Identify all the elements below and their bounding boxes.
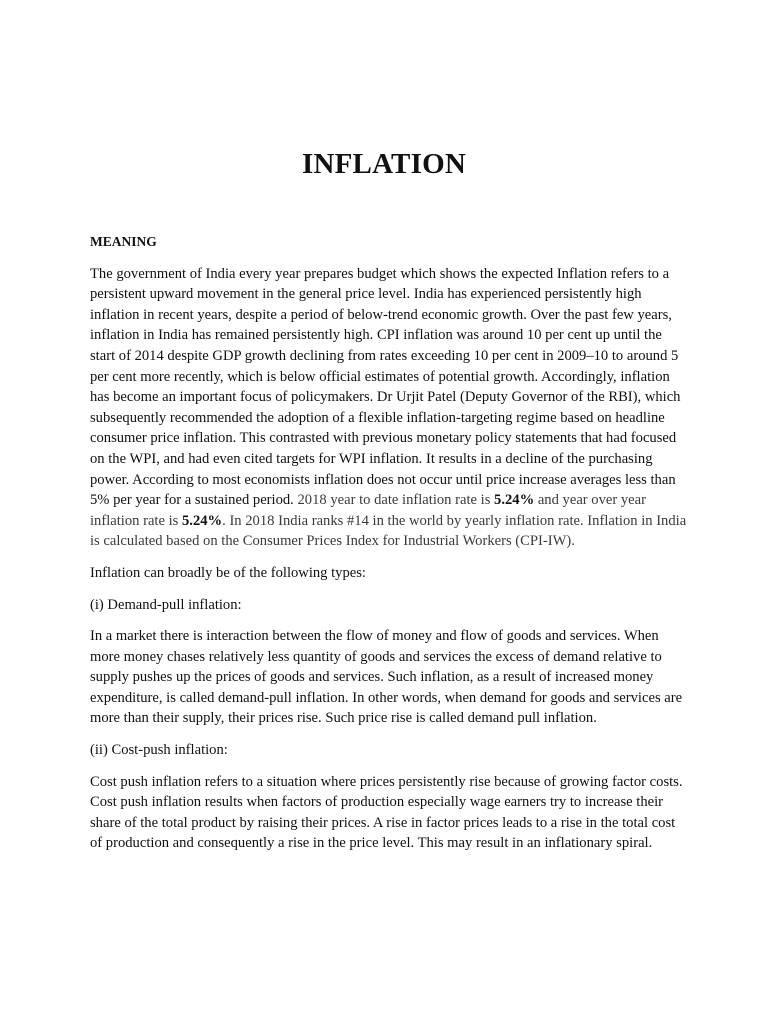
document-title: INFLATION	[301, 148, 466, 180]
meaning-paragraph	[90, 264, 688, 552]
inflation-stat-prefix: 2018 year to date inflation rate is	[293, 492, 495, 509]
demand-pull-paragraph: In a market there is interaction between the flow of money and flow of goods and services. When more money chases relatively less quantity of goods and services the excess of demand relative to supply pushes up the prices of goods and services. Such inflation, as a result of increased money expenditure, is called demand-pull inflation. In other words, when demand for goods and services are more than their supply, their prices rise. Such price rise is called demand pull inflation.	[90, 628, 683, 727]
section-heading-meaning: MEANING	[90, 234, 157, 249]
meaning-main-text: The government of India every year prepares budget which shows the expected Inflation refers to a persistent upward movement in the general price level. India has experienced persistently high inflation in recent years, despite a period of below-trend economic growth. Over the past few years, inflation in India has remained persistently high. CPI inflation was around 10 per cent up until the start of 2014 despite GDP growth declining from rates exceeding 10 per cent in 2009–10 to around 5 per cent more recently, which is below official estimates of potential growth. Accordingly, inflation has become an important focus of policymakers. Dr Urjit Patel (Deputy Governor of the RBI), which subsequently recommended the adoption of a flexible inflation-targeting regime based on headline consumer price inflation. This contrasted with previous monetary policy statements that had focused on the WPI, and had even cited targets for WPI inflation. It results in a decline of the purchasing power. According to most economists inflation does not occur until price increase averages less than 5% per year for a sustained period.	[90, 265, 681, 509]
document-body	[90, 232, 688, 865]
demand-pull-heading: (i) Demand-pull inflation:	[90, 596, 242, 613]
inflation-stat-suffix: . In 2018 India ranks #14 in the world by yearly inflation rate. Inflation in India is calculated based on the Consumer Prices Index for Industrial Workers (CPI-IW).	[90, 512, 687, 550]
ytd-inflation-rate: 5.24%	[494, 492, 535, 509]
inflation-stat-middle: and year over year inflation rate is	[90, 492, 646, 529]
yoy-inflation-rate: 5.24%	[182, 512, 223, 529]
types-intro: Inflation can broadly be of the following types:	[90, 564, 366, 581]
cost-push-heading: (ii) Cost-push inflation:	[90, 742, 228, 759]
cost-push-paragraph: Cost push inflation refers to a situation where prices persistently rise because of growing factor costs. Cost push inflation results when factors of production especially wage earners try to increase their share of the total product by raising their prices. A rise in factor prices leads to a rise in the total cost of production and consequently a rise in the price level. This may result in an inflationary spiral.	[90, 773, 683, 852]
